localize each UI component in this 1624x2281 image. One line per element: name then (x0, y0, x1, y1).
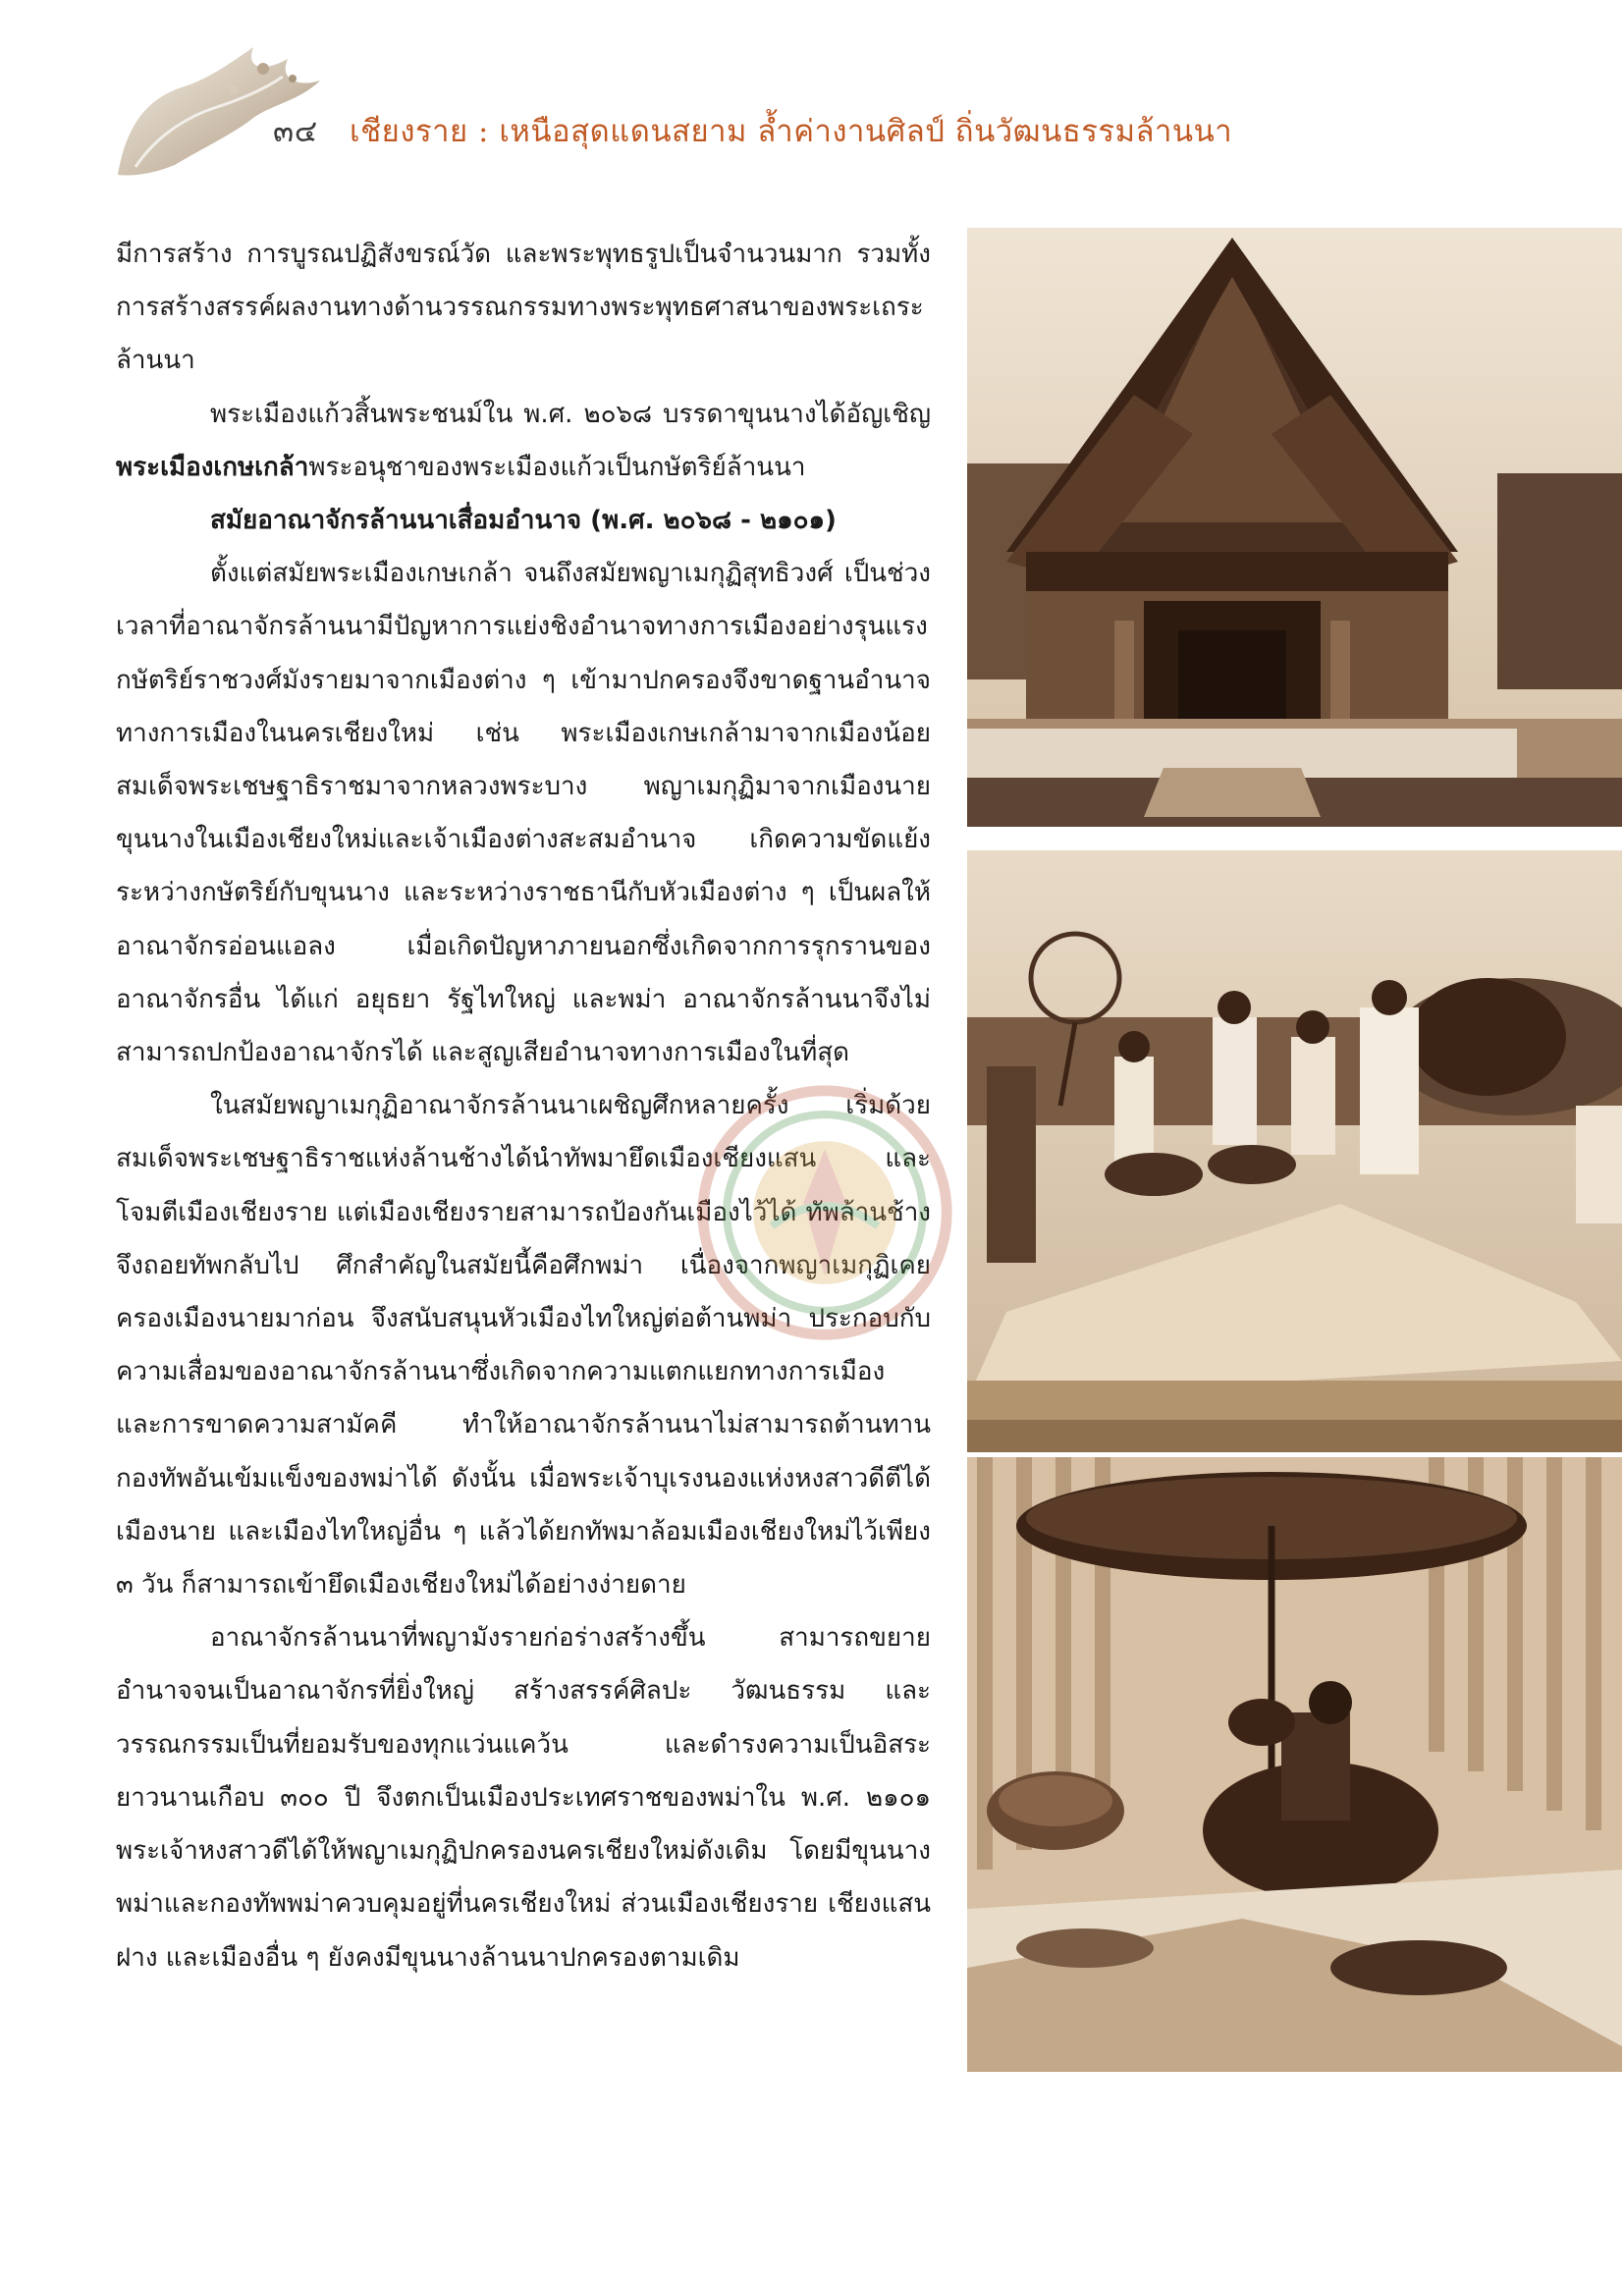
page-header (0, 0, 1624, 196)
paragraph-1: มีการสร้าง การบูรณปฏิสังขรณ์วัด และพระพุทธรูปเป็นจำนวนมาก รวมทั้งการสร้างสรรค์ผลงานทางด้านวรรณกรรมทางพระพุทธศาสนาของพระเถระล้านนา (116, 240, 931, 376)
paragraph-5: อาณาจักรล้านนาที่พญามังรายก่อร่างสร้างขึ้น สามารถขยายอำนาจจนเป็นอาณาจักรที่ยิ่งใหญ่ สร้างสรรค์ศิลปะ วัฒนธรรม และวรรณกรรมเป็นที่ยอมรับของทุกแว่นแคว้น และดำรงความเป็นอิสระยาวนานเกือบ ๓๐๐ ปี จึงตกเป็นเมืองประเทศราชของพม่าใน พ.ศ. ๒๑๐๑ พระเจ้าหงสาวดีได้ให้พญาเมกุฏิปกครองนครเชียงใหม่ดังเดิม โดยมีขุนนางพม่าและกองทัพพม่าควบคุมอยู่ที่นครเชียงใหม่ ส่วนเมืองเชียงราย เชียงแสน ฝาง และเมืองอื่น ๆ ยังคงมีขุนนางล้านนาปกครองตามเดิม (116, 1623, 931, 1973)
paragraph-4: ในสมัยพญาเมกุฏิอาณาจักรล้านนาเผชิญศึกหลายครั้ง เริ่มด้วยสมเด็จพระเชษฐาธิราชแห่งล้านช้างได้นำทัพมายึดเมืองเชียงแสน และโจมตีเมืองเชียงราย แต่เมืองเชียงรายสามารถป้องกันเมืองไว้ได้ ทัพล้านช้างจึงถอยทัพกลับไป ศึกสำคัญในสมัยนี้คือศึกพม่า เนื่องจากพญาเมกุฏิเคยครองเมืองนายมาก่อน จึงสนับสนุนหัวเมืองไทใหญ่ต่อต้านพม่า ประกอบกับความเสื่อมของอาณาจักรล้านนาซึ่งเกิดจากความแตกแยกทางการเมือง และการขาดความสามัคคี ทำให้อาณาจักรล้านนาไม่สามารถต้านทานกองทัพอันเข้มแข็งของพม่าได้ ดังนั้น เมื่อพระเจ้าบุเรงนองแห่งหงสาวดีตีได้เมืองนาย และเมืองไทใหญ่อื่น ๆ แล้วได้ยกทัพมาล้อมเมืองเชียงใหม่ไว้เพียง ๓ วัน ก็สามารถเข้ายึดเมืองเชียงใหม่ได้อย่างง่ายดาย (116, 1091, 931, 1601)
photo-temple-building (967, 228, 1622, 827)
book-title: เชียงราย : เหนือสุดแดนสยาม ล้ำค่างานศิลป์ ถิ่นวัฒนธรรมล้านนา (350, 114, 1233, 149)
paragraph-2-text-b: พระอนุชาของพระเมืองแก้วเป็นกษัตริย์ล้านนา (308, 452, 806, 482)
paragraph-2-text-a: พระเมืองแก้วสิ้นพระชนม์ใน พ.ศ. ๒๐๖๘ บรรดาขุนนางได้อัญเชิญ (210, 399, 931, 429)
school-seal-watermark (692, 1080, 957, 1345)
section-heading: สมัยอาณาจักรล้านนาเสื่อมอำนาจ (พ.ศ. ๒๐๖๘ - ๒๑๐๑) (210, 506, 837, 536)
temple-photo-image (967, 228, 1622, 827)
paragraph-3: ตั้งแต่สมัยพระเมืองเกษเกล้า จนถึงสมัยพญาเมกุฏิสุทธิวงศ์ เป็นช่วงเวลาที่อาณาจักรล้านนามีปัญหาการแย่งชิงอำนาจทางการเมืองอย่างรุนแรง กษัตริย์ราชวงศ์มังรายมาจากเมืองต่าง ๆ เข้ามาปกครองจึงขาดฐานอำนาจทางการเมืองในนครเชียงใหม่ เช่น พระเมืองเกษเกล้ามาจากเมืองน้อย สมเด็จพระเชษฐาธิราชมาจากหลวงพระบาง พญาเมกุฏิมาจากเมืองนาย ขุนนางในเมืองเชียงใหม่และเจ้าเมืองต่างสะสมอำนาจ เกิดความขัดแย้งระหว่างกษัตริย์กับขุนนาง และระหว่างราชธานีกับหัวเมืองต่าง ๆ เป็นผลให้อาณาจักรอ่อนแอลง เมื่อเกิดปัญหาภายนอกซึ่งเกิดจากการรุกรานของอาณาจักรอื่น ได้แก่ อยุธยา รัฐไทใหญ่ และพม่า อาณาจักรล้านนาจึงไม่สามารถปกป้องอาณาจักรได้ และสูญเสียอำนาจทางการเมืองในที่สุด (116, 559, 931, 1068)
workers-photo-image (967, 850, 1622, 1452)
photo-potter-under-umbrella (967, 1457, 1622, 2072)
paragraph-2-bold-name: พระเมืองเกษเกล้า (116, 452, 309, 482)
page-number: ๓๔ (273, 114, 318, 149)
header-title-line (273, 106, 1232, 155)
potter-photo-image (967, 1457, 1622, 2072)
paragraph-2 (116, 388, 931, 494)
photo-field-workers (967, 850, 1622, 1452)
